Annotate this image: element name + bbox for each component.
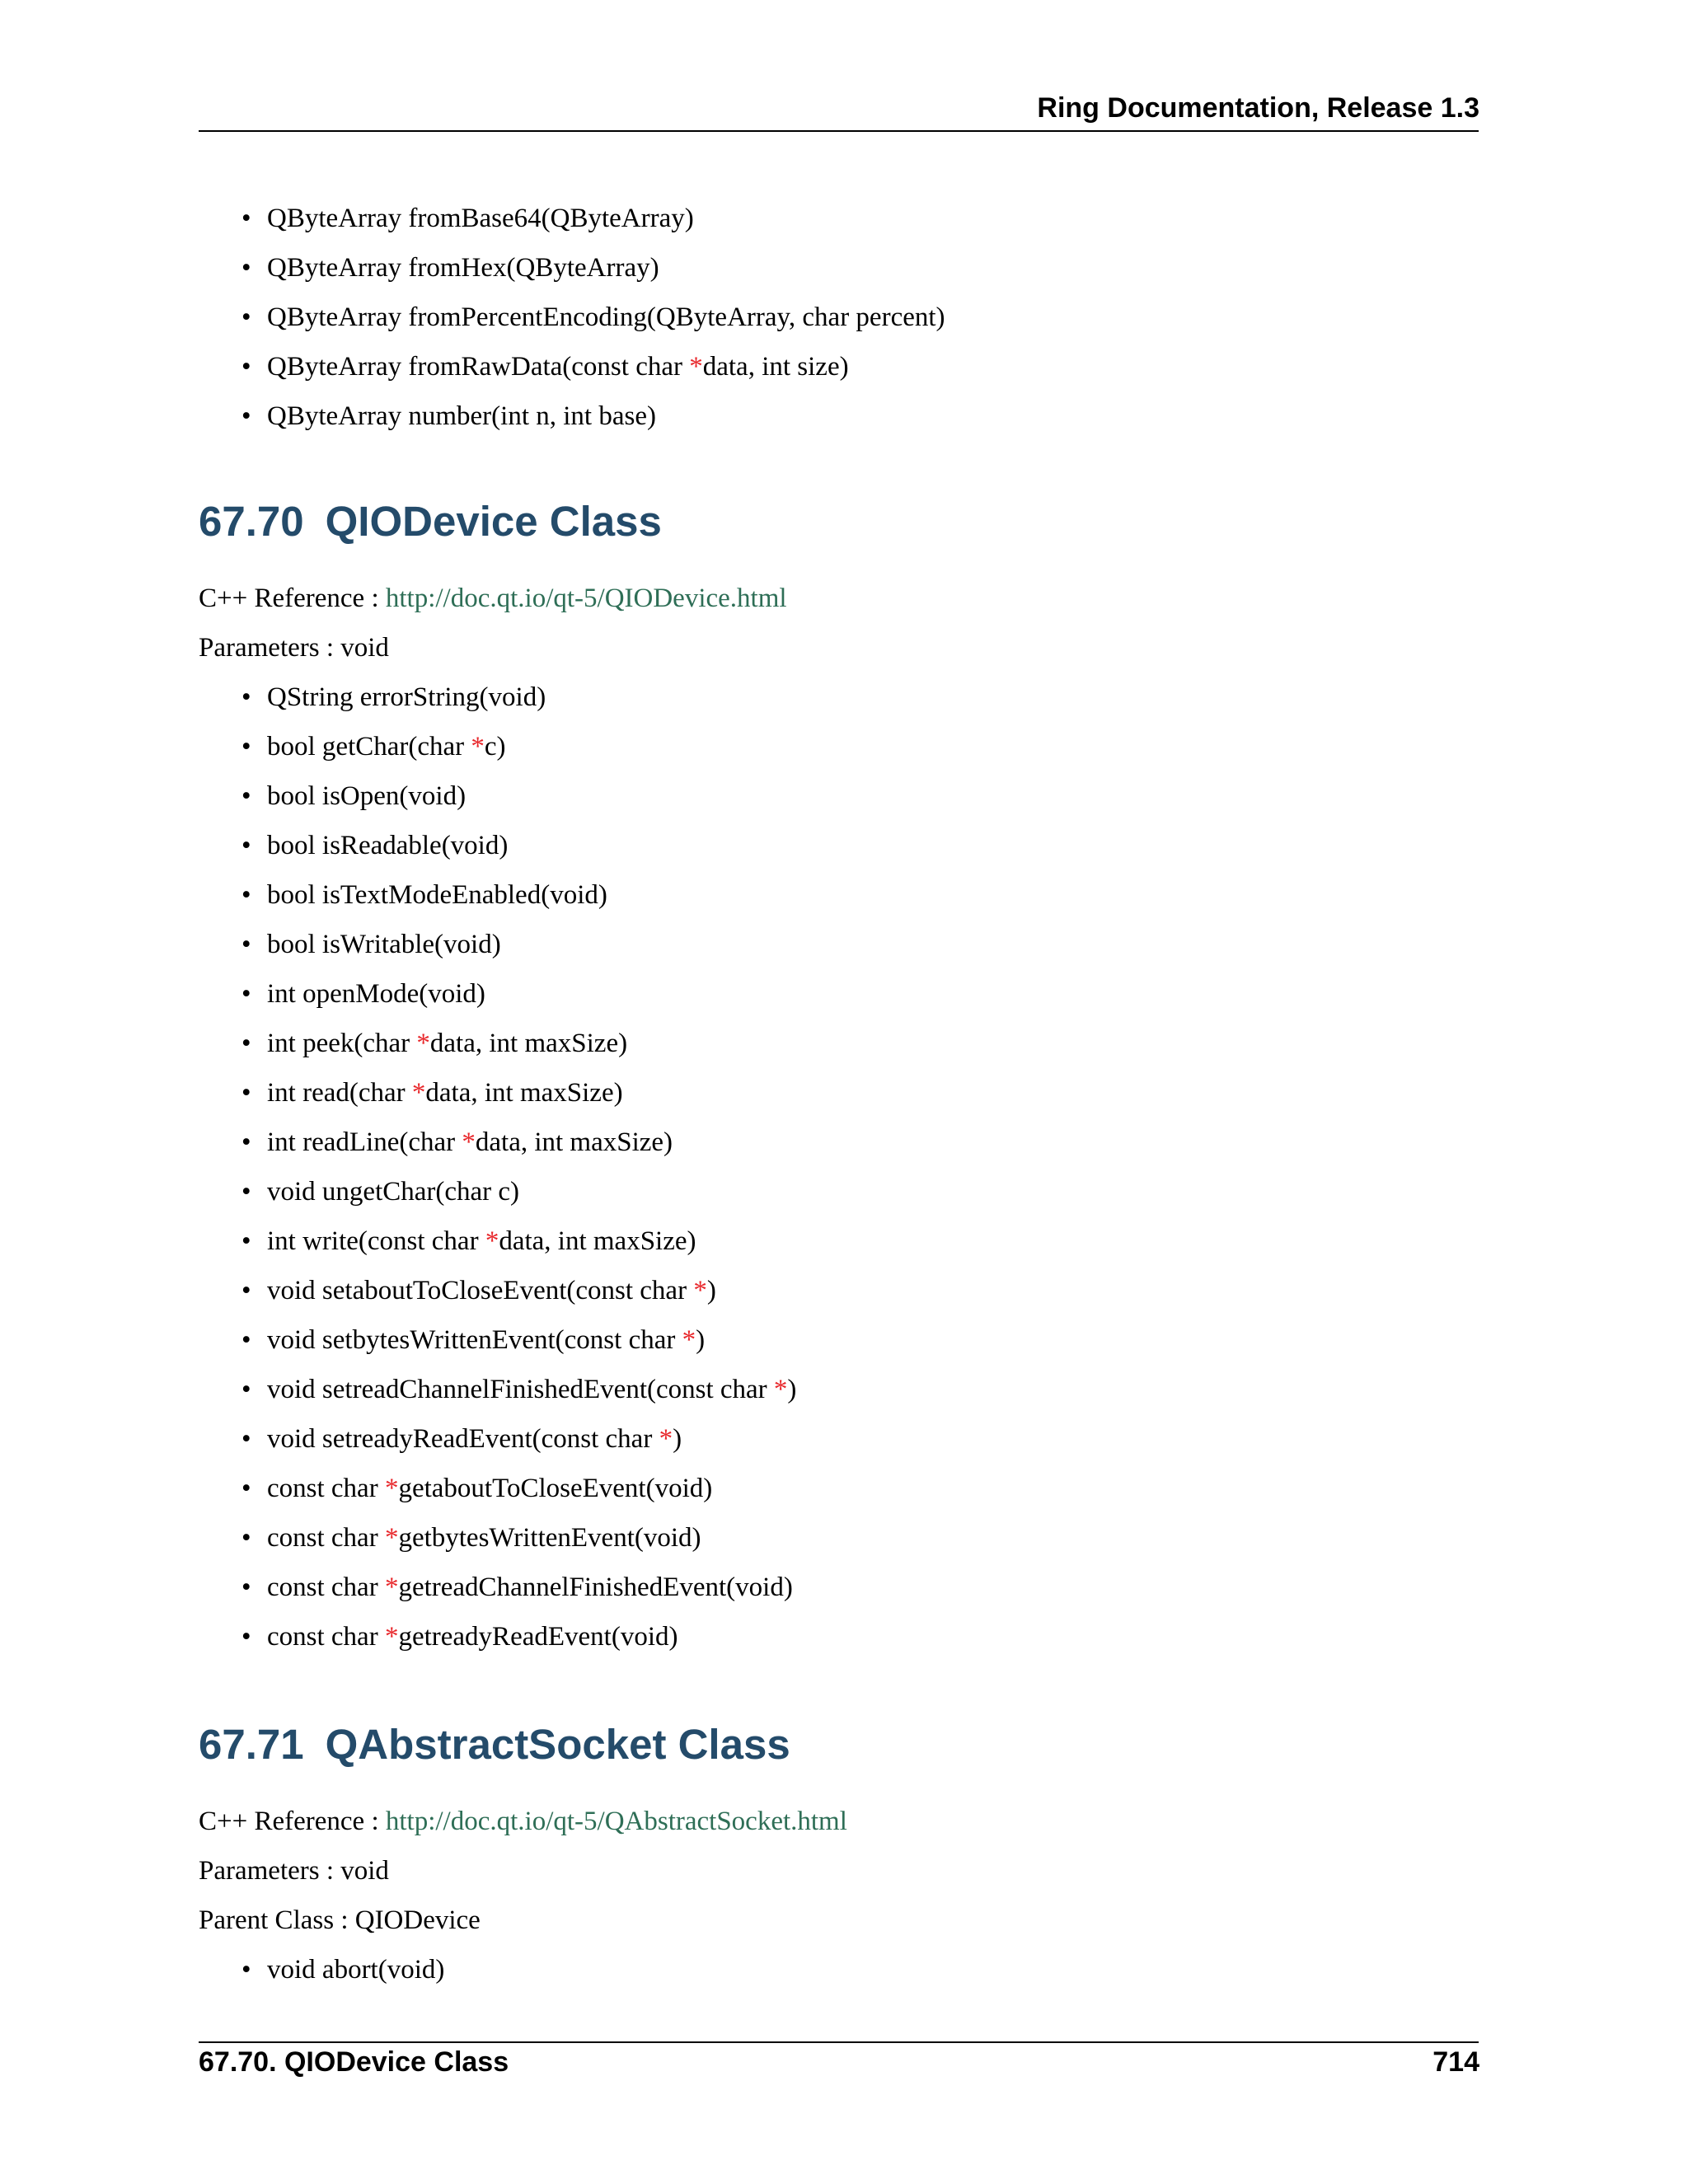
method-signature-part: bool isWritable(void) [267,930,501,959]
method-signature-part: c) [484,732,506,762]
list-item [199,1945,1479,1994]
bullet-icon: • [241,1226,251,1256]
section-qabstractsocket [199,1716,1479,1994]
method-signature-part: const char [267,1474,385,1503]
list-item [199,722,1479,771]
section-title: QIODevice Class [325,498,662,545]
bullet-icon: • [241,880,251,910]
list-item [199,194,1479,243]
bullet-icon: • [241,1474,251,1503]
pointer-asterisk: * [485,1226,499,1256]
bullet-icon: • [241,253,251,283]
method-signature-part: int readLine(char [267,1127,462,1157]
cpp-reference-link[interactable]: http://doc.qt.io/qt-5/QAbstractSocket.html [385,1807,847,1836]
bullet-icon: • [241,1375,251,1404]
method-signature-part: data, int maxSize) [475,1127,673,1157]
bullet-icon: • [241,1622,251,1652]
list-item [199,1068,1479,1118]
list-item [199,1019,1479,1068]
method-signature-part: void setaboutToCloseEvent(const char [267,1276,694,1305]
bullet-icon: • [241,1078,251,1108]
list-item [199,1216,1479,1266]
list-item [199,771,1479,821]
pointer-asterisk: * [384,1474,399,1503]
list-item [199,391,1479,441]
page-number: 714 [1432,2046,1479,2078]
qabstractsocket-method-list [199,1945,1479,1994]
method-signature-part: getaboutToCloseEvent(void) [398,1474,713,1503]
pointer-asterisk: * [471,732,485,762]
method-signature-part: getreadChannelFinishedEvent(void) [398,1572,793,1602]
bullet-icon: • [241,979,251,1009]
method-signature-part: data, int size) [702,352,849,382]
list-item [199,673,1479,722]
method-signature-part: QByteArray fromHex(QByteArray) [267,253,659,283]
method-signature-part: QByteArray fromRawData(const char [267,352,690,382]
method-signature-part: ) [706,1276,716,1305]
list-item [199,1414,1479,1464]
method-signature-part: ) [696,1325,706,1355]
method-signature-part: int write(const char [267,1226,485,1256]
bullet-icon: • [241,352,251,382]
running-header-title: Ring Documentation, Release 1.3 [1037,92,1479,124]
bullet-icon: • [241,831,251,860]
bullet-icon: • [241,1177,251,1207]
bullet-icon: • [241,1523,251,1553]
list-item [199,1365,1479,1414]
pointer-asterisk: * [462,1127,476,1157]
list-item [199,969,1479,1019]
method-signature-part: void setbytesWrittenEvent(const char [267,1325,682,1355]
section-number: 67.71 [199,1721,304,1768]
list-item [199,1563,1479,1612]
pointer-asterisk: * [384,1622,399,1652]
bullet-icon: • [241,781,251,811]
bullet-icon: • [241,1029,251,1058]
list-item [199,1464,1479,1513]
method-signature-part: data, int maxSize) [499,1226,696,1256]
list-item [199,293,1479,342]
bullet-icon: • [241,732,251,762]
section-heading [199,1716,1479,1774]
method-signature-part: const char [267,1572,385,1602]
bullet-icon: • [241,1572,251,1602]
pointer-asterisk: * [773,1375,788,1404]
cpp-reference [199,574,1479,623]
pointer-asterisk: * [384,1523,399,1553]
method-signature-part: getreadyReadEvent(void) [398,1622,678,1652]
method-signature-part: void ungetChar(char c) [267,1177,520,1207]
method-signature-part: const char [267,1523,385,1553]
bullet-icon: • [241,1276,251,1305]
method-signature-part: const char [267,1622,385,1652]
bullet-icon: • [241,1424,251,1454]
method-signature-part: QByteArray fromBase64(QByteArray) [267,204,694,233]
qiodevice-method-list [199,673,1479,1661]
pointer-asterisk: * [682,1325,696,1355]
method-signature-part: data, int maxSize) [425,1078,623,1108]
list-item [199,1612,1479,1661]
bullet-icon: • [241,930,251,959]
footer-rule [199,2041,1479,2043]
section-qiodevice [199,493,1479,1661]
method-signature-part: int read(char [267,1078,412,1108]
pointer-asterisk: * [384,1572,399,1602]
parameters-text: Parameters : void [199,633,389,663]
list-item [199,342,1479,391]
method-signature-part: QString errorString(void) [267,682,546,712]
method-signature-part: QByteArray number(int n, int base) [267,401,656,431]
method-signature-part: ) [787,1375,797,1404]
bullet-icon: • [241,1325,251,1355]
method-signature-part: getbytesWrittenEvent(void) [398,1523,701,1553]
list-item [199,870,1479,920]
method-signature-part: int peek(char [267,1029,417,1058]
method-signature-part: int openMode(void) [267,979,485,1009]
parameters-text: Parameters : void [199,1856,389,1886]
pointer-asterisk: * [659,1424,673,1454]
method-signature-part: ) [673,1424,682,1454]
intro-method-list [199,194,1479,441]
cpp-reference-link[interactable]: http://doc.qt.io/qt-5/QIODevice.html [385,583,787,613]
bullet-icon: • [241,682,251,712]
method-signature-part: void abort(void) [267,1955,445,1985]
list-item [199,821,1479,870]
bullet-icon: • [241,204,251,233]
method-signature-part: void setreadyReadEvent(const char [267,1424,659,1454]
bullet-icon: • [241,401,251,431]
list-item [199,1118,1479,1167]
pointer-asterisk: * [411,1078,426,1108]
pointer-asterisk: * [689,352,703,382]
bullet-icon: • [241,302,251,332]
parent-class-text: Parent Class : QIODevice [199,1905,481,1935]
list-item [199,1167,1479,1216]
pointer-asterisk: * [416,1029,430,1058]
section-number: 67.70 [199,498,304,545]
pointer-asterisk: * [693,1276,707,1305]
method-signature-part: data, int maxSize) [429,1029,628,1058]
header-rule [199,130,1479,132]
method-signature-part: bool getChar(char [267,732,471,762]
bullet-icon: • [241,1127,251,1157]
cpp-reference [199,1797,1479,1846]
list-item [199,920,1479,969]
method-signature-part: bool isTextModeEnabled(void) [267,880,607,910]
method-signature-part: bool isReadable(void) [267,831,509,860]
section-title: QAbstractSocket Class [325,1721,790,1768]
method-signature-part: void setreadChannelFinishedEvent(const char [267,1375,774,1404]
list-item [199,1513,1479,1563]
footer-section-title: 67.70. QIODevice Class [199,2046,509,2078]
method-signature-part: QByteArray fromPercentEncoding(QByteArray, char percent) [267,302,945,332]
cpp-reference-label: C++ Reference : [199,1807,386,1836]
list-item [199,1266,1479,1315]
list-item [199,243,1479,293]
cpp-reference-label: C++ Reference : [199,583,386,613]
method-signature-part: bool isOpen(void) [267,781,467,811]
bullet-icon: • [241,1955,251,1985]
page-content [199,194,1479,1994]
list-item [199,1315,1479,1365]
section-heading [199,493,1479,551]
